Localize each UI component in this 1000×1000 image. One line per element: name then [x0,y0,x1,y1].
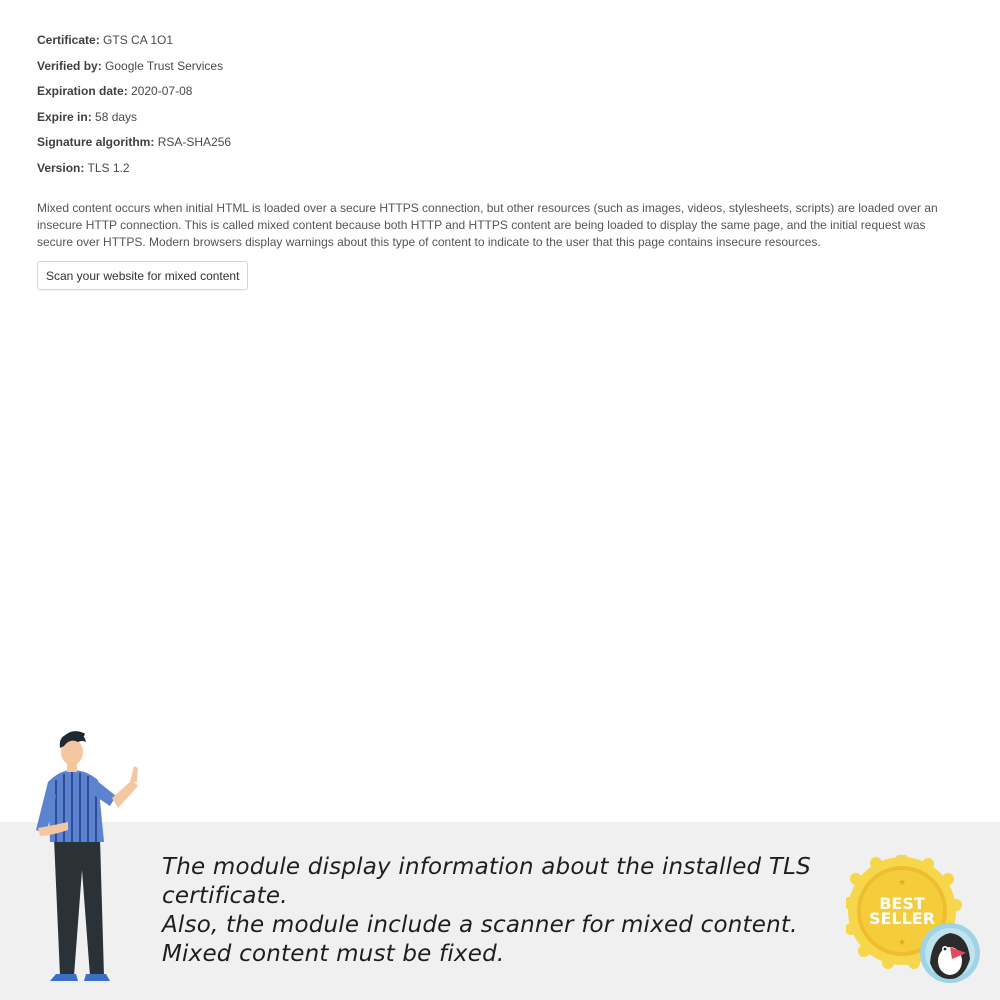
badge-text-seller: SELLER [868,909,936,928]
label-colon: : [97,58,102,73]
svg-text:★: ★ [897,877,907,887]
info-label: Version [37,160,81,175]
badge-text-best: BEST [879,894,925,913]
info-label: Expire in [37,109,88,124]
info-value: 2020-07-08 [131,84,193,99]
info-value: RSA-SHA256 [157,135,232,150]
info-row-version [37,158,967,184]
info-row-verified-by [37,56,967,82]
banner-line-tls: The module display information about the installed TLS certificate. [162,854,811,909]
info-label: Signature algorithm [37,135,151,150]
info-row-signature-algorithm [37,132,967,158]
mixed-content-description: Mixed content occurs when initial HTML is loaded over a secure HTTPS connection, but other resources (such as images, videos, stylesheets, scripts) are loaded over an insecure HTTP connection. This is called mixed content because both HTTP and HTTPS content are being loaded to display the same page, and the initial request was secure over HTTPS. Modern browsers display warnings about this type of content to indicate to the user that this page contains insecure resources. [37,200,938,249]
puffin-mascot-icon [920,923,980,983]
label-colon: : [123,84,128,99]
label-colon: : [95,33,100,47]
info-row-expire-in [37,107,967,133]
info-value: Google Trust Services [105,58,224,73]
info-label: Verified by [37,58,98,73]
svg-text:★: ★ [897,937,907,947]
scan-mixed-content-button[interactable]: Scan your website for mixed content [37,261,248,290]
info-value: GTS CA 1O1 [103,33,174,47]
best-seller-badge [846,855,986,985]
info-label: Certificate [37,33,96,47]
banner-text [162,853,822,969]
info-row-expiration-date [37,81,967,107]
banner-line-mixed-content: Also, the module include a scanner for mixed content. Mixed content must be fixed. [162,912,798,967]
label-colon: : [80,160,85,175]
label-colon: : [150,135,155,150]
pointing-person-illustration [20,730,160,990]
info-value: 58 days [95,109,138,124]
info-row-certificate [37,30,967,56]
info-value: TLS 1.2 [87,160,130,175]
info-label: Expiration date [37,84,124,99]
certificate-info-panel [37,30,967,290]
label-colon: : [87,109,92,124]
